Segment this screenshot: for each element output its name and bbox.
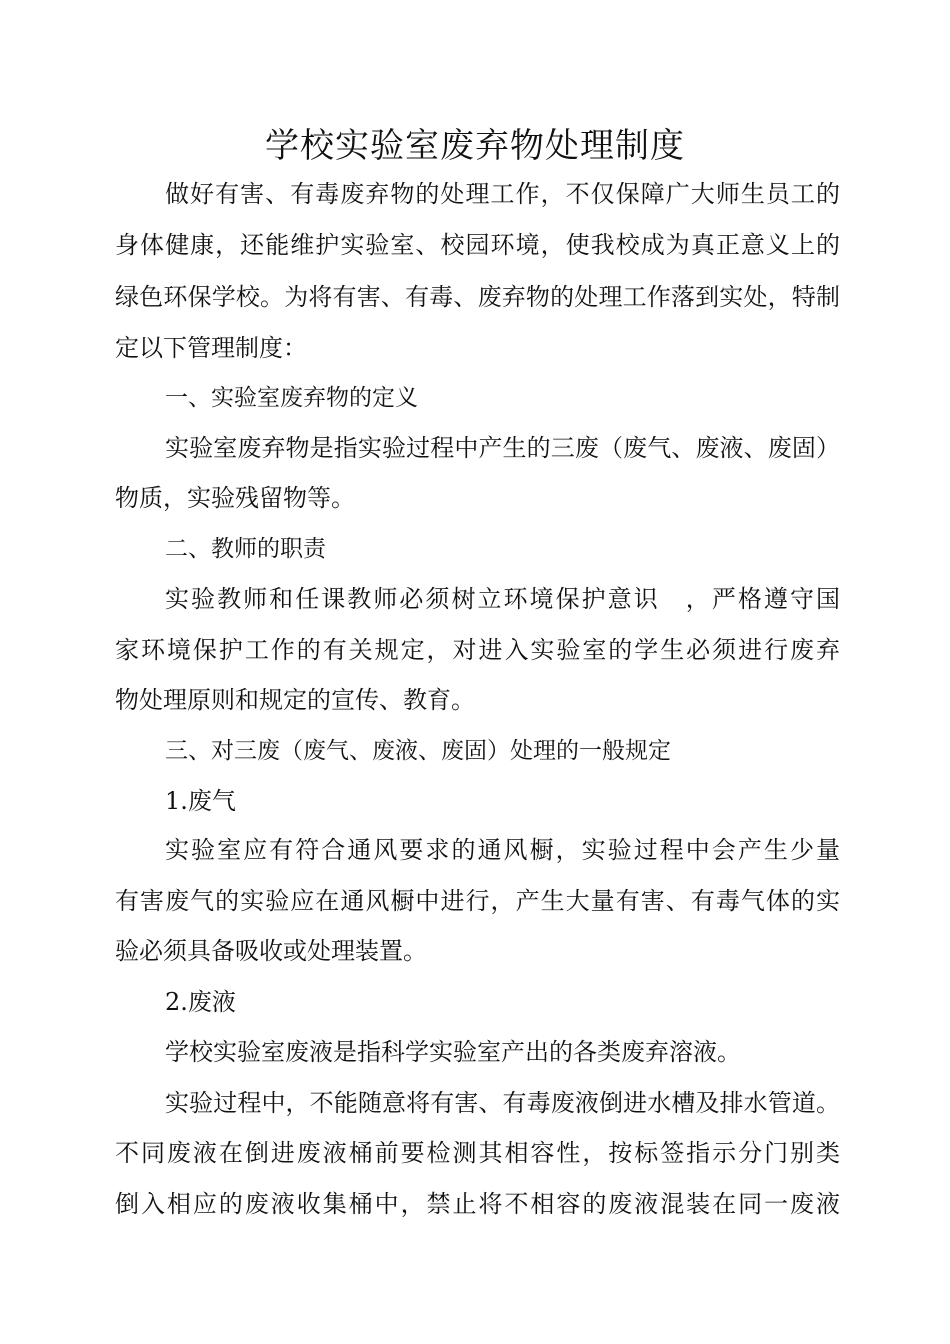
paragraph-liquid-definition: 学校实验室废液是指科学实验室产出的各类废弃溶液。: [165, 1038, 741, 1066]
paragraph-duties-line-2: 家环境保护工作的有关规定，对进入实验室的学生必须进行废弃: [115, 636, 840, 664]
paragraph-definition-line-1: 实验室废弃物是指实验过程中产生的三废（废气、废液、废固）: [165, 434, 840, 462]
section-heading-general-rules: 三、对三废（废气、废液、废固）处理的一般规定: [165, 738, 671, 764]
document-title: 学校实验室废弃物处理制度: [265, 126, 685, 166]
section-heading-teacher-duties: 二、教师的职责: [165, 536, 326, 562]
paragraph-liquid-line-2: 不同废液在倒进废液桶前要检测其相容性，按标签指示分门别类: [115, 1139, 840, 1167]
paragraph-intro-line-4: 定以下管理制度：: [115, 334, 307, 362]
paragraph-definition-line-2: 物质，实验残留物等。: [115, 484, 355, 512]
paragraph-gas-line-2: 有害废气的实验应在通风橱中进行，产生大量有害、有毒气体的实: [115, 887, 840, 915]
paragraph-intro-line-1: 做好有害、有毒废弃物的处理工作，不仅保障广大师生员工的: [165, 180, 840, 208]
subsection-waste-gas: 1.废气: [165, 787, 236, 815]
paragraph-liquid-line-3: 倒入相应的废液收集桶中，禁止将不相容的废液混装在同一废液: [115, 1190, 840, 1218]
section-heading-definition: 一、实验室废弃物的定义: [165, 385, 418, 411]
paragraph-duties-line-3: 物处理原则和规定的宣传、教育。: [115, 686, 475, 714]
paragraph-liquid-line-1: 实验过程中，不能随意将有害、有毒废液倒进水槽及排水管道。: [165, 1089, 840, 1117]
paragraph-duties-line-1: 实验教师和任课教师必须树立环境保护意识 ，严格遵守国: [165, 585, 840, 613]
subsection-waste-liquid: 2.废液: [165, 988, 236, 1016]
paragraph-intro-line-2: 身体健康，还能维护实验室、校园环境，使我校成为真正意义上的: [115, 231, 840, 259]
paragraph-gas-line-1: 实验室应有符合通风要求的通风橱，实验过程中会产生少量: [165, 836, 840, 864]
paragraph-gas-line-3: 验必须具备吸收或处理装置。: [115, 937, 427, 965]
paragraph-intro-line-3: 绿色环保学校。为将有害、有毒、废弃物的处理工作落到实处，特制: [115, 283, 840, 311]
